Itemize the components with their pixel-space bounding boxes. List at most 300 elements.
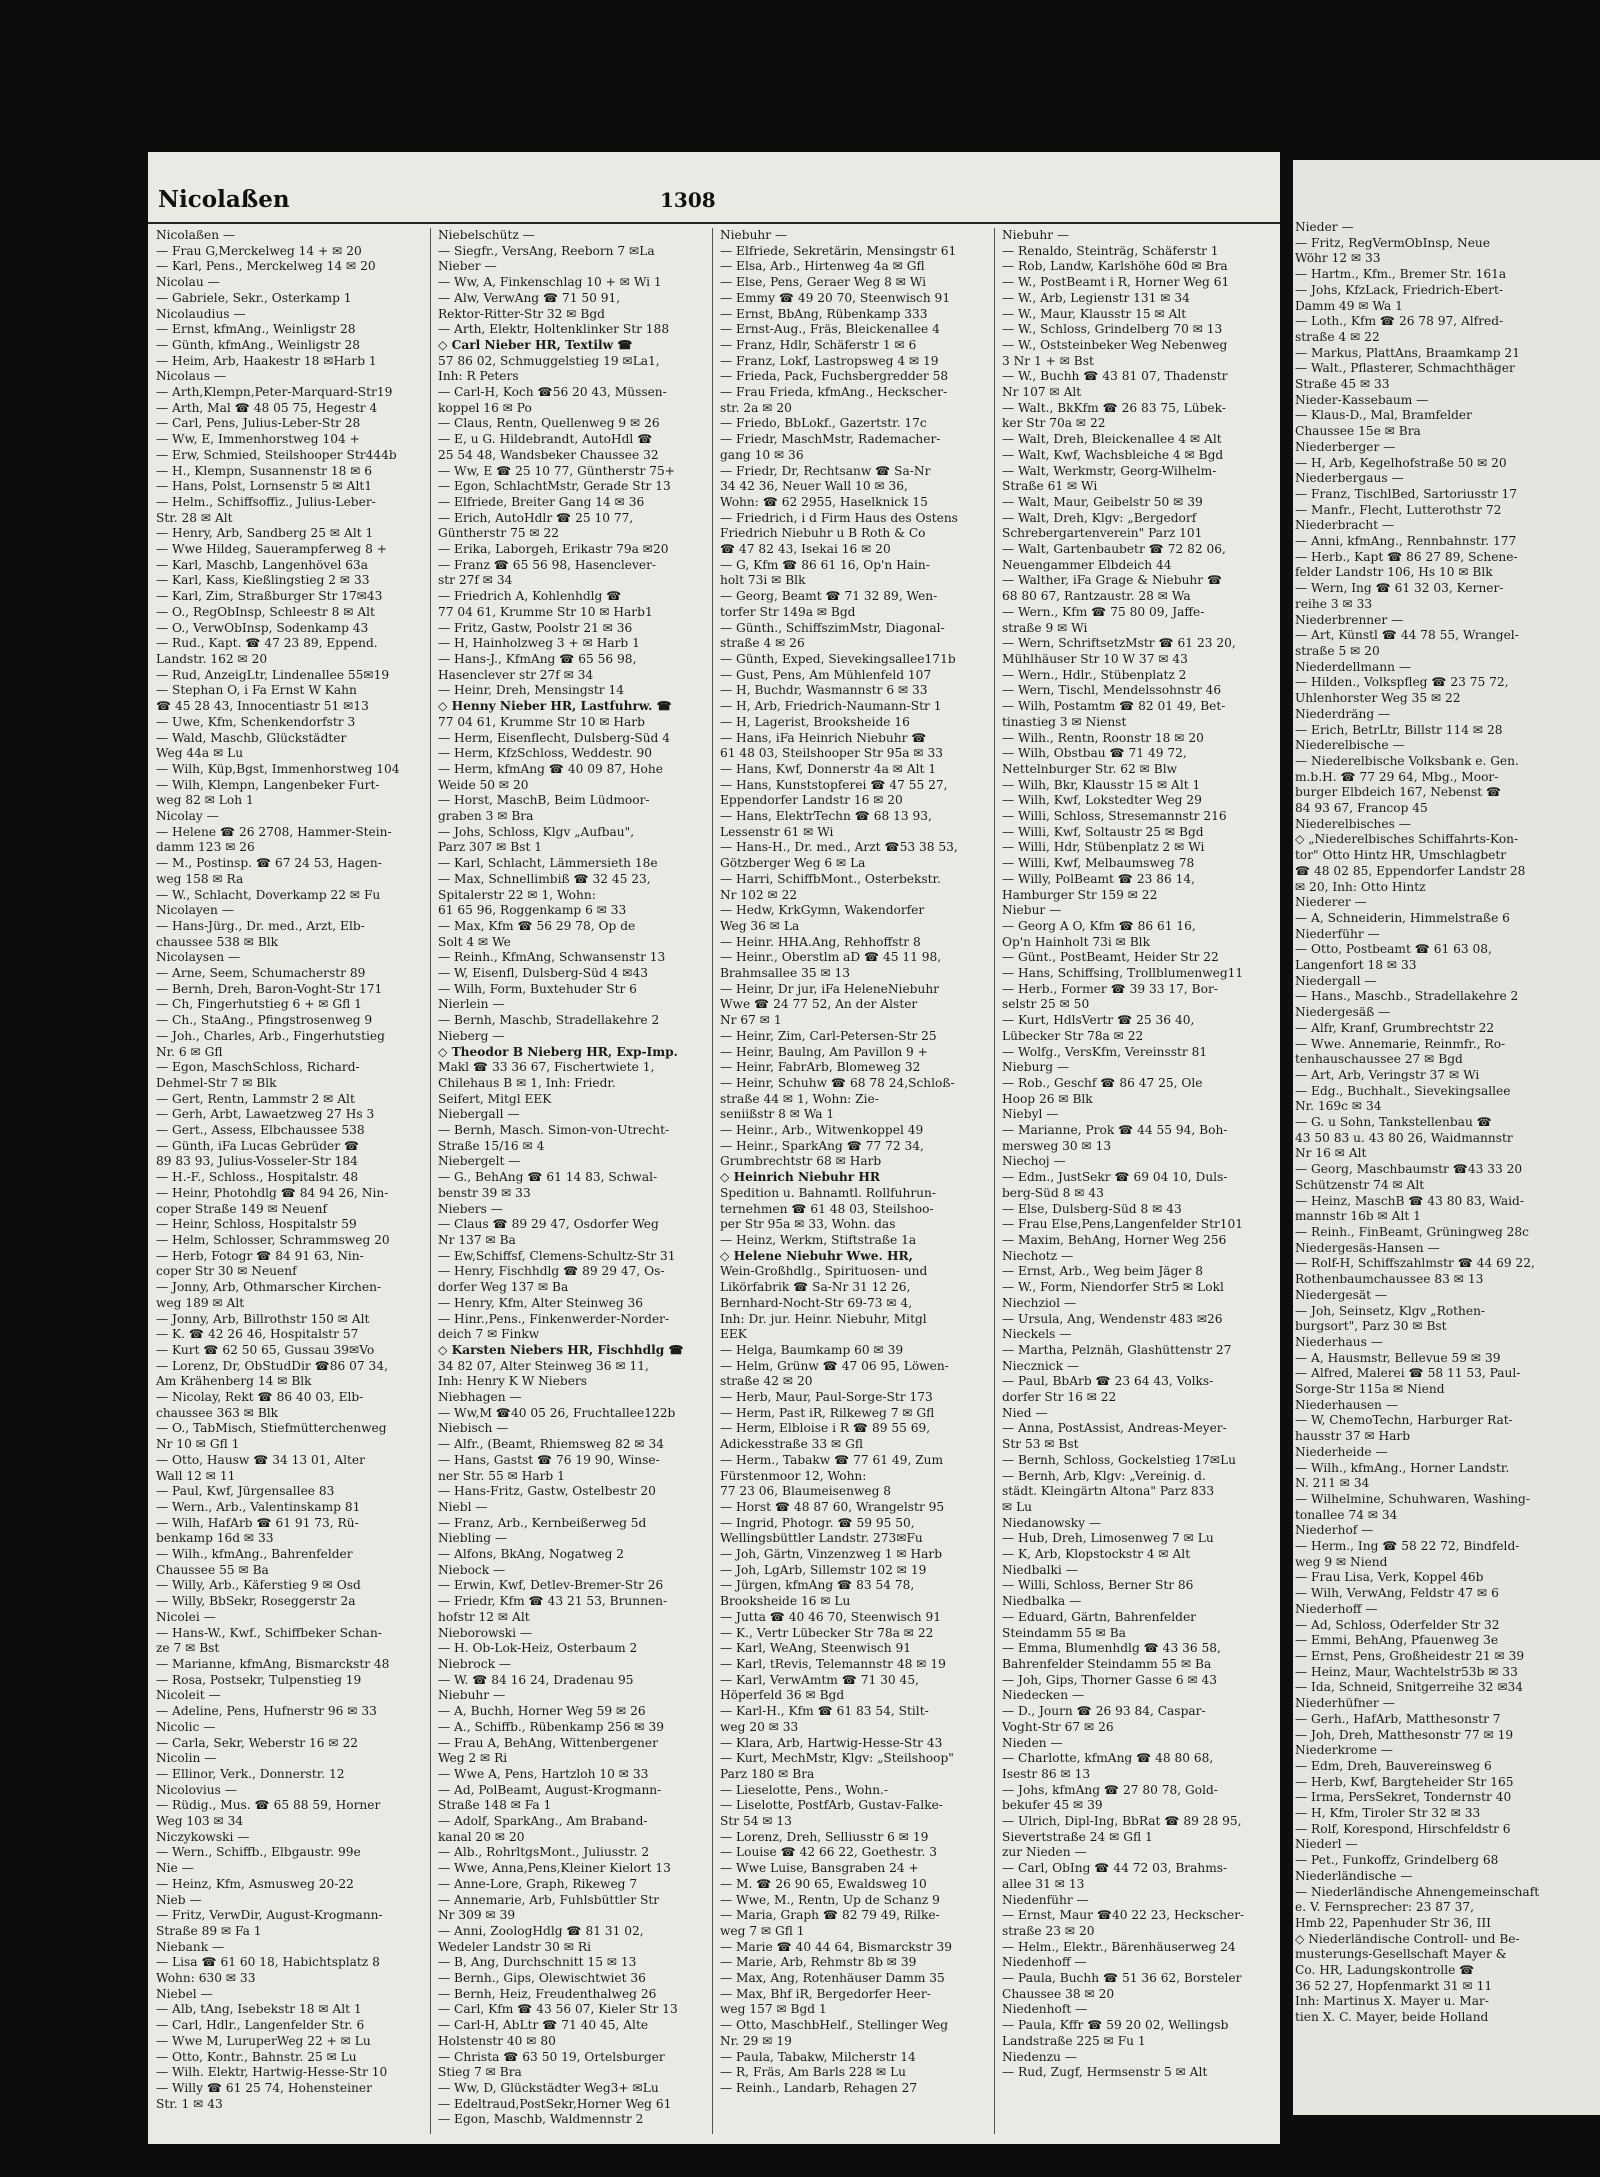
directory-entry: — G, Kfm ☎ 86 61 16, Op'n Hain- <box>720 557 930 572</box>
directory-entry: — Friedo, BbLokf., Gazertstr. 17c <box>720 416 927 431</box>
directory-entry: — Ida, Schneid, Snitgerreihe 32 ✉34 <box>1295 1680 1524 1695</box>
directory-entry: — Lorenz, Dreh, Selliusstr 6 ✉ 19 <box>720 1829 929 1844</box>
directory-entry: — Claus ☎ 89 29 47, Osdorfer Weg <box>438 1217 659 1232</box>
directory-entry: — H, Arb, Kegelhofstraße 50 ✉ 20 <box>1295 455 1507 470</box>
directory-entry: — Anni, kfmAng., Rennbahnstr. 177 <box>1295 534 1517 549</box>
directory-entry: — Hans, Schiffsing, Trollblumenweg11 <box>1002 966 1244 981</box>
directory-entry: straße 23 ✉ 20 <box>1002 1923 1095 1938</box>
directory-entry: EEK <box>720 1327 747 1342</box>
directory-entry: — Arne, Seem, Schumacherstr 89 <box>156 966 366 981</box>
directory-entry: — Bernh, Arb, Klgv: „Vereinig. d. <box>1002 1468 1206 1483</box>
directory-entry: — Otto, MaschbHelf., Stellinger Weg <box>720 2018 949 2033</box>
directory-entry: ner Str. 55 ✉ Harb 1 <box>438 1468 565 1483</box>
directory-entry: — Ad, Schloss, Oderfelder Str 32 <box>1295 1617 1500 1632</box>
directory-entry: 89 83 93, Julius-Vosseler-Str 184 <box>156 1154 358 1169</box>
directory-entry: Uhlenhorster Weg 35 ✉ 22 <box>1295 691 1461 706</box>
directory-entry: — Frau Frieda, kfmAng., Heckscher- <box>720 385 948 400</box>
directory-entry: — Erwin, Kwf, Detlev-Bremer-Str 26 <box>438 1578 664 1593</box>
directory-entry: — Georg, Maschbaumstr ☎43 33 20 <box>1295 1162 1523 1177</box>
directory-entry: — Uwe, Kfm, Schenkendorfstr 3 <box>156 714 356 729</box>
directory-entry: ✉ Lu <box>1002 1499 1033 1514</box>
directory-entry: — Rüdig., Mus. ☎ 65 88 59, Horner <box>156 1798 381 1813</box>
directory-entry: — Hans-Jürg., Dr. med., Arzt, Elb- <box>156 918 365 933</box>
directory-entry: Götzberger Weg 6 ✉ La <box>720 856 866 871</box>
directory-entry: — Wilh, Klempn, Langenbeker Furt- <box>156 777 380 792</box>
directory-entry: — Wern., Arb., Valentinskamp 81 <box>156 1499 361 1514</box>
directory-entry: Str. 28 ✉ Alt <box>156 510 233 525</box>
directory-entry: — Irma, PersSekret, Tondernstr 40 <box>1295 1790 1512 1805</box>
directory-entry: m.b.H. ☎ 77 29 64, Mbg., Moor- <box>1295 769 1499 784</box>
directory-entry: — Ww, E, Immenhorstweg 104 + <box>156 432 360 447</box>
directory-entry: — H.-F., Schloss., Hospitalstr. 48 <box>156 1170 359 1185</box>
directory-entry: — Martha, Pelznäh, Glashüttenstr 27 <box>1002 1342 1232 1357</box>
directory-entry: — Wwe Hildeg, Sauerampferweg 8 + <box>156 542 387 557</box>
directory-entry: 77 04 61, Krumme Str 10 ✉ Harb1 <box>438 604 653 619</box>
surname-heading: Niebrock — <box>438 1656 512 1671</box>
directory-entry: — Wern., Hdlr., Stübenplatz 2 <box>1002 667 1187 682</box>
surname-heading: Niebelschütz — <box>438 228 535 242</box>
directory-entry: burger Elbdeich 167, Nebenst ☎ <box>1295 785 1502 800</box>
directory-entry: — Klaus-D., Mal, Bramfelder <box>1295 408 1472 423</box>
directory-entry: — Loth., Kfm ☎ 26 78 97, Alfred- <box>1295 314 1504 329</box>
surname-heading: Niederdräng — <box>1295 706 1391 721</box>
directory-entry: — Erika, Laborgeh, Erikastr 79a ✉20 <box>438 542 669 557</box>
directory-entry: — W., Maur, Klausstr 15 ✉ Alt <box>1002 306 1187 321</box>
directory-entry: mersweg 30 ✉ 13 <box>1002 1138 1112 1153</box>
directory-entry: — Hans-H., Dr. med., Arzt ☎53 38 53, <box>720 840 958 855</box>
directory-entry: straße 4 ✉ 26 <box>720 636 805 651</box>
directory-entry: — Jürgen, kfmAng ☎ 83 54 78, <box>720 1578 915 1593</box>
directory-entry: — Manfr., Flecht, Lutterothstr 72 <box>1295 502 1502 517</box>
directory-entry: — Heinr, FabrArb, Blomeweg 32 <box>720 1060 921 1075</box>
directory-entry: ✉ 20, Inh: Otto Hintz <box>1295 879 1426 894</box>
surname-heading: Nicolaudius — <box>156 306 246 321</box>
directory-entry: — Franz, Lokf, Lastropsweg 4 ✉ 19 <box>720 353 939 368</box>
directory-entry: — H, Buchdr, Wasmannstr 6 ✉ 33 <box>720 683 928 698</box>
directory-entry: Nr 107 ✉ Alt <box>1002 385 1082 400</box>
directory-entry: — Herm, kfmAng ☎ 40 09 87, Hohe <box>438 761 663 776</box>
directory-entry: — Marianne, Prok ☎ 44 55 94, Boh- <box>1002 1123 1228 1138</box>
directory-entry: tinastieg 3 ✉ Nienst <box>1002 714 1127 729</box>
surname-heading: Niechziol — <box>1002 1295 1077 1310</box>
directory-entry: Brooksheide 16 ✉ Lu <box>720 1594 851 1609</box>
directory-entry: — Marianne, kfmAng, Bismarckstr 48 <box>156 1656 390 1671</box>
directory-entry: — Otto, Hausw ☎ 34 13 01, Alter <box>156 1452 365 1467</box>
directory-entry: — Charlotte, kfmAng ☎ 48 80 68, <box>1002 1751 1214 1766</box>
surname-heading: Niechoj — <box>1002 1154 1066 1169</box>
directory-entry: — Hilden., Volkspfleg ☎ 23 75 72, <box>1295 675 1509 690</box>
directory-entry: — H. Ob-Lok-Heiz, Osterbaum 2 <box>438 1641 638 1656</box>
directory-entry: Nr. 29 ✉ 19 <box>720 2033 792 2048</box>
directory-entry: 61 48 03, Steilshooper Str 95a ✉ 33 <box>720 746 943 761</box>
directory-entry: Chaussee 38 ✉ 20 <box>1002 1986 1115 2001</box>
directory-entry: — Fritz, Gastw, Poolstr 21 ✉ 36 <box>438 620 633 635</box>
directory-entry: — Ingrid, Photogr. ☎ 59 95 50, <box>720 1515 915 1530</box>
directory-entry: damm 123 ✉ 26 <box>156 840 255 855</box>
directory-entry: — Horst, MaschB, Beim Lüdmoor- <box>438 793 650 808</box>
surname-heading: Niedenführ — <box>1002 1892 1089 1907</box>
surname-heading: Niederführ — <box>1295 926 1380 941</box>
directory-entry: städt. Kleingärtn Altona" Parz 833 <box>1002 1484 1215 1499</box>
directory-entry: ☎ 47 82 43, Isekai 16 ✉ 20 <box>720 542 891 557</box>
directory-entry: — Walt, Dreh, Klgv: „Bergedorf <box>1002 510 1197 525</box>
surname-heading: Niederkrome — <box>1295 1743 1393 1758</box>
directory-entry: — Ernst-Aug., Fräs, Bleickenallee 4 <box>720 322 940 337</box>
directory-entry: — Reinh., KfmAng, Schwansenstr 13 <box>438 950 666 965</box>
directory-entry: 3 Nr 1 + ✉ Bst <box>1002 353 1094 368</box>
directory-entry: Straße 148 ✉ Fa 1 <box>438 1798 552 1813</box>
directory-entry: — W. ☎ 84 16 24, Dradenau 95 <box>438 1672 634 1687</box>
directory-entry: — Edeltraud,PostSekr,Horner Weg 61 <box>438 2096 672 2111</box>
directory-entry: — Louise ☎ 42 66 22, Goethestr. 3 <box>720 1845 938 1860</box>
directory-entry: — Ellinor, Verk., Donnerstr. 12 <box>156 1766 345 1781</box>
directory-entry: — Anna, PostAssist, Andreas-Meyer- <box>1002 1421 1227 1436</box>
directory-entry: — Heinr, Baulng, Am Pavillon 9 + <box>720 1044 928 1059</box>
surname-heading: Niebergall — <box>438 1107 520 1122</box>
surname-heading: Nicolic — <box>156 1719 216 1734</box>
directory-entry: — Edm, Dreh, Bauvereinsweg 6 <box>1295 1758 1492 1773</box>
directory-entry: — Horst ☎ 48 87 60, Wrangelstr 95 <box>720 1499 945 1514</box>
directory-entry: Nr. 169c ✉ 34 <box>1295 1099 1382 1114</box>
directory-entry: — Heinr., Arb., Witwenkoppel 49 <box>720 1123 924 1138</box>
directory-entry: — Reinh., FinBeamt, Grüningweg 28c <box>1295 1225 1529 1239</box>
directory-entry: N. 211 ✉ 34 <box>1295 1476 1370 1491</box>
directory-entry: seniißstr 8 ✉ Wa 1 <box>720 1107 835 1122</box>
surname-heading: Nieckels — <box>1002 1327 1072 1342</box>
directory-entry: ze 7 ✉ Bst <box>156 1641 220 1656</box>
directory-entry: — Wwe M, LuruperWeg 22 + ✉ Lu <box>156 2033 371 2048</box>
directory-entry: — Ad, PolBeamt, August-Krogmann- <box>438 1782 662 1797</box>
directory-entry: Solt 4 ✉ We <box>438 934 511 949</box>
directory-entry: — Wilhelmine, Schuhwaren, Washing- <box>1295 1491 1530 1506</box>
directory-entry: Lessenstr 61 ✉ Wi <box>720 824 834 839</box>
directory-entry: Nr 309 ✉ 39 <box>438 1908 516 1923</box>
directory-entry: deich 7 ✉ Finkw <box>438 1327 540 1342</box>
directory-entry: ◇ Heinrich Niebuhr HR <box>720 1170 881 1185</box>
directory-entry: — Ernst, Maur ☎40 22 23, Heckscher- <box>1002 1908 1245 1923</box>
directory-entry: — Willi, Kwf, Soltaustr 25 ✉ Bgd <box>1002 824 1204 839</box>
surname-heading: Nieder-Kassebaum — <box>1295 392 1429 407</box>
directory-entry: — Wald, Maschb, Glückstädter <box>156 730 347 745</box>
directory-entry: chaussee 363 ✉ Blk <box>156 1405 279 1420</box>
directory-entry: — Henry, Arb, Sandberg 25 ✉ Alt 1 <box>156 526 374 541</box>
directory-entry: str. 2a ✉ 20 <box>720 400 792 415</box>
directory-entry: Nr 16 ✉ Alt <box>1295 1146 1367 1161</box>
surname-heading: Nicolaus — <box>156 369 227 384</box>
directory-entry: — Gabriele, Sekr., Osterkamp 1 <box>156 290 352 305</box>
directory-entry: koppel 16 ✉ Po <box>438 400 532 415</box>
directory-entry: mannstr 16b ✉ Alt 1 <box>1295 1209 1421 1224</box>
directory-entry: — Ch, Fingerhutstieg 6 + ✉ Gfl 1 <box>156 997 362 1012</box>
directory-entry: — Wern., Kfm ☎ 75 80 09, Jaffe- <box>1002 604 1205 619</box>
directory-entry: — Heinr., Oberstlm aD ☎ 45 11 98, <box>720 950 942 965</box>
surname-heading: Nicolay — <box>156 809 219 824</box>
directory-entry: 57 86 02, Schmuggelstieg 19 ✉La1, <box>438 353 660 368</box>
directory-entry: — Max, Schnellimbiß ☎ 32 45 23, <box>438 871 651 886</box>
directory-entry: — K, Arb, Klopstockstr 4 ✉ Alt <box>1002 1547 1191 1562</box>
directory-entry: — Friedr, Dr, Rechtsanw ☎ Sa-Nr <box>720 463 931 478</box>
directory-entry: — Maxim, BehAng, Horner Weg 256 <box>1002 1233 1227 1247</box>
directory-entry: Landstr. 162 ✉ 20 <box>156 651 268 666</box>
surname-heading: Nie — <box>156 1861 194 1876</box>
directory-entry: — Hans, Kunststopferei ☎ 47 55 27, <box>720 777 948 792</box>
directory-entry: dorfer Weg 137 ✉ Ba <box>438 1280 569 1295</box>
directory-entry: — Karl, Schlacht, Lämmersieth 18e <box>438 856 658 871</box>
directory-entry: Chaussee 55 ✉ Ba <box>156 1562 269 1577</box>
surname-heading: Niederdellmann — <box>1295 659 1412 674</box>
directory-entry: — Joh, Gips, Thorner Gasse 6 ✉ 43 <box>1002 1672 1218 1687</box>
column-4 <box>1002 228 1274 2144</box>
surname-heading: Niedergesäß — <box>1295 1005 1391 1020</box>
directory-entry: — Wwe. Annemarie, Reinmfr., Ro- <box>1295 1036 1506 1051</box>
directory-entry: — Helm, Grünw ☎ 47 06 95, Löwen- <box>720 1358 949 1373</box>
directory-entry: — Ernst, Pens, Großheidestr 21 ✉ 39 <box>1295 1648 1525 1663</box>
directory-entry: — Alfr, Kranf, Grumbrechtstr 22 <box>1295 1020 1495 1035</box>
directory-entry: — Herm, Eisenflecht, Dulsberg-Süd 4 <box>438 730 670 745</box>
directory-entry: — Hans, Gastst ☎ 76 19 90, Winse- <box>438 1452 660 1467</box>
directory-entry: — Heinr., SparkAng ☎ 77 72 34, <box>720 1138 924 1153</box>
directory-entry: Co. HR, Ladungskontrolle ☎ <box>1295 1963 1475 1978</box>
directory-entry: — Anni, ZoologHdlg ☎ 81 31 02, <box>438 1923 644 1938</box>
directory-entry: — Walt, Werkmstr, Georg-Wilhelm- <box>1002 463 1217 478</box>
directory-entry: — Edm., JustSekr ☎ 69 04 10, Duls- <box>1002 1170 1228 1185</box>
directory-entry: — R, Fräs, Am Barls 228 ✉ Lu <box>720 2065 907 2080</box>
directory-entry: Op'n Hainholt 73i ✉ Blk <box>1002 934 1150 949</box>
directory-entry: — Alfons, BkAng, Nogatweg 2 <box>438 1547 625 1562</box>
directory-entry: — Arth, Elektr, Holtenklinker Str 188 <box>438 322 670 337</box>
directory-entry: str 27f ✉ 34 <box>438 573 513 588</box>
directory-entry: 84 93 67, Francop 45 <box>1295 801 1428 816</box>
surname-heading: Niebyl — <box>1002 1107 1059 1122</box>
directory-entry: — Annemarie, Arb, Fuhlsbüttler Str <box>438 1892 660 1907</box>
directory-entry: — Kurt, HdlsVertr ☎ 25 36 40, <box>1002 1013 1195 1028</box>
directory-entry: — Rob, Landw, Karlshöhe 60d ✉ Bra <box>1002 259 1228 274</box>
directory-entry: — Elfriede, Breiter Gang 14 ✉ 36 <box>438 494 645 509</box>
directory-entry: — Günt., PostBeamt, Heider Str 22 <box>1002 950 1219 965</box>
surname-heading: Niebers — <box>438 1201 503 1216</box>
directory-entry: Wedeler Landstr 30 ✉ Ri <box>438 1939 591 1954</box>
surname-heading: Niecznick — <box>1002 1358 1080 1373</box>
directory-entry: — Willy ☎ 61 25 74, Hohensteiner <box>156 2080 372 2095</box>
directory-entry: ◇ Niederländische Controll- und Be- <box>1295 1931 1520 1946</box>
column-2 <box>438 228 706 2144</box>
directory-entry: — W., Buchh ☎ 43 81 07, Thadenstr <box>1002 369 1228 384</box>
directory-entry: — Bernh, Maschb, Stradellakehre 2 <box>438 1013 660 1028</box>
directory-entry: — Ww, E ☎ 25 10 77, Güntherstr 75+ <box>438 463 675 478</box>
directory-entry: — Herm, Elbloise i R ☎ 89 55 69, <box>720 1421 931 1436</box>
directory-entry: — O., TabMisch, Stiefmütterchenweg <box>156 1421 387 1436</box>
directory-entry: Nr 102 ✉ 22 <box>720 887 798 902</box>
directory-entry: — Herb, Fotogr ☎ 84 91 63, Nin- <box>156 1248 364 1263</box>
page-title: Nicolaßen <box>158 186 290 213</box>
directory-entry: — Paul, BbArb ☎ 23 64 43, Volks- <box>1002 1374 1214 1389</box>
surname-heading: Nicolaßen — <box>156 228 236 242</box>
directory-entry: Holstenstr 40 ✉ 80 <box>438 2033 556 2048</box>
directory-entry: Lübecker Str 78a ✉ 22 <box>1002 1028 1144 1043</box>
directory-entry: ◇ Carl Nieber HR, Textilw ☎ <box>438 337 633 352</box>
directory-entry: — Heim, Arb, Haakestr 18 ✉Harb 1 <box>156 353 377 368</box>
surname-heading: Niederberger — <box>1295 439 1396 454</box>
directory-entry: — Georg A O, Kfm ☎ 86 61 16, <box>1002 918 1196 933</box>
directory-entry: — Marie ☎ 40 44 64, Bismarckstr 39 <box>720 1939 953 1954</box>
directory-entry: — Erich, AutoHdlr ☎ 25 10 77, <box>438 510 634 525</box>
directory-entry: Str. 1 ✉ 43 <box>156 2096 223 2111</box>
directory-entry: Wellingsbüttler Landstr. 273✉Fu <box>720 1531 923 1546</box>
directory-entry: — Emmy ☎ 49 20 70, Steenwisch 91 <box>720 290 951 305</box>
directory-entry: — Alb., RohrltgsMont., Juliusstr. 2 <box>438 1845 650 1860</box>
directory-entry: tenhauschaussee 27 ✉ Bgd <box>1295 1052 1463 1067</box>
directory-entry: graben 3 ✉ Bra <box>438 809 534 824</box>
directory-entry: 77 23 06, Blaumeisenweg 8 <box>720 1484 892 1499</box>
directory-entry: — Adolf, SparkAng., Am Braband- <box>438 1814 648 1829</box>
surname-heading: Niebhagen — <box>438 1390 522 1405</box>
column-divider <box>712 228 713 2134</box>
surname-heading: Niederbracht — <box>1295 518 1395 533</box>
directory-entry: — Else, Dulsberg-Süd 8 ✉ 43 <box>1002 1201 1182 1216</box>
directory-entry: — Niederländische Ahnengemeinschaft <box>1295 1884 1540 1899</box>
directory-entry: — Adeline, Pens, Hufnerstr 96 ✉ 33 <box>156 1704 377 1719</box>
directory-entry: — W., Schlacht, Doverkamp 22 ✉ Fu <box>156 887 381 902</box>
surname-heading: Niederhausen — <box>1295 1397 1398 1412</box>
directory-entry: — Rud, Zugf, Hermsenstr 5 ✉ Alt <box>1002 2065 1208 2080</box>
directory-entry: Hamburger Str 159 ✉ 22 <box>1002 887 1158 902</box>
directory-entry: — Gert, Rentn, Lammstr 2 ✉ Alt <box>156 1091 355 1106</box>
directory-entry: — Hans., Maschb., Stradellakehre 2 <box>1295 989 1519 1004</box>
directory-entry: — Herb, Maur, Paul-Sorge-Str 173 <box>720 1390 933 1405</box>
surname-heading: Nied — <box>1002 1405 1048 1420</box>
directory-entry: — G., BehAng ☎ 61 14 83, Schwal- <box>438 1170 658 1185</box>
directory-entry: — Heinr, Photohdlg ☎ 84 94 26, Nin- <box>156 1185 389 1200</box>
surname-heading: zur Nieden — <box>1002 1845 1087 1860</box>
directory-entry: — Wilh. Elektr, Hartwig-Hesse-Str 10 <box>156 2065 388 2080</box>
directory-entry: tor" Otto Hintz HR, Umschlagbetr <box>1295 848 1507 863</box>
right-page-column <box>1293 220 1593 2115</box>
surname-heading: Niederl — <box>1295 1837 1358 1852</box>
directory-entry: e. V. Fernsprecher: 23 87 37, <box>1295 1900 1474 1915</box>
directory-entry: bekufer 45 ✉ 39 <box>1002 1798 1103 1813</box>
directory-entry: — Karl, WeAng, Steenwisch 91 <box>720 1641 912 1656</box>
surname-heading: Niederhaus — <box>1295 1334 1383 1349</box>
surname-heading: Niedenhoft — <box>1002 2002 1088 2017</box>
directory-entry: — Liselotte, PostfArb, Gustav-Falke- <box>720 1798 943 1813</box>
directory-entry: hofstr 12 ✉ Alt <box>438 1609 530 1624</box>
directory-entry: — Wilh, Küp,Bgst, Immenhorstweg 104 <box>156 761 400 776</box>
directory-entry: weg 189 ✉ Alt <box>156 1295 245 1310</box>
directory-entry: — Willy, Arb., Käferstieg 9 ✉ Osd <box>156 1578 361 1593</box>
directory-entry: kanal 20 ✉ 20 <box>438 1829 525 1844</box>
directory-entry: — Art, Arb, Veringstr 37 ✉ Wi <box>1295 1067 1480 1082</box>
directory-entry: — Paul, Kwf, Jürgensallee 83 <box>156 1484 335 1499</box>
directory-entry: — Wern., Schiffb., Elbgaustr. 99e <box>156 1845 361 1860</box>
directory-entry: Grumbrechtstr 68 ✉ Harb <box>720 1154 882 1169</box>
directory-entry: Wwe ☎ 24 77 52, An der Alster <box>720 997 918 1012</box>
directory-entry: — Carl-H, AbLtr ☎ 71 40 45, Alte <box>438 2018 649 2033</box>
directory-entry: — Kurt ☎ 62 50 65, Gussau 39✉Vo <box>156 1342 375 1357</box>
directory-entry: — Elfriede, Sekretärin, Mensingstr 61 <box>720 243 957 258</box>
directory-entry: — Walt., Pflasterer, Schmachthäger <box>1295 361 1515 376</box>
directory-entry: Schrebergartenverein" Parz 101 <box>1002 526 1203 541</box>
directory-entry: — Max, Bhf iR, Bergedorfer Heer- <box>720 1986 931 2001</box>
directory-entry: — Max, Ang, Rotenhäuser Damm 35 <box>720 1971 945 1986</box>
directory-entry: — Herb., Kapt ☎ 86 27 89, Schene- <box>1295 549 1518 564</box>
directory-entry: — Carla, Sekr, Weberstr 16 ✉ 22 <box>156 1735 358 1750</box>
directory-entry: — Bernh, Dreh, Baron-Voght-Str 171 <box>156 981 383 996</box>
directory-entry: Neuengammer Elbdeich 44 <box>1002 557 1172 572</box>
directory-entry: — Walt, Dreh, Bleickenallee 4 ✉ Alt <box>1002 432 1222 447</box>
directory-entry: ☎ 45 28 43, Innocentiastr 51 ✉13 <box>156 699 369 714</box>
directory-entry: — Eduard, Gärtn, Bahrenfelder <box>1002 1609 1196 1624</box>
directory-entry: Bahrenfelder Steindamm 55 ✉ Ba <box>1002 1656 1212 1671</box>
surname-heading: Nicolaysen — <box>156 950 241 965</box>
directory-entry: — Günth, kfmAng., Weinligstr 28 <box>156 337 360 352</box>
surname-heading: Niechotz — <box>1002 1248 1074 1263</box>
directory-entry: dorfer Str 16 ✉ 22 <box>1002 1390 1117 1405</box>
directory-entry: — Carl, Hdlr., Langenfelder Str. 6 <box>156 2018 365 2033</box>
directory-entry: — Johs, kfmAng ☎ 27 80 78, Gold- <box>1002 1782 1218 1797</box>
surname-heading: Nicolovius — <box>156 1782 237 1797</box>
directory-entry: Wein-Großhdlg., Spirituosen- und <box>720 1264 928 1279</box>
directory-entry: — W., PostBeamt i R, Horner Weg 61 <box>1002 275 1230 290</box>
directory-entry: — Bernh, Masch. Simon-von-Utrecht- <box>438 1123 670 1138</box>
directory-entry: Wall 12 ✉ 11 <box>156 1468 236 1483</box>
directory-entry: — Hans, Kwf, Donnerstr 4a ✉ Alt 1 <box>720 761 937 776</box>
directory-entry: — Ww,M ☎40 05 26, Fruchtallee122b <box>438 1405 676 1420</box>
directory-entry: — Franz, TischlBed, Sartoriusstr 17 <box>1295 486 1518 501</box>
directory-entry: — Walt, Maur, Geibelstr 50 ✉ 39 <box>1002 494 1203 509</box>
directory-entry: straße 44 ✉ 1, Wohn: Zie- <box>720 1091 879 1106</box>
directory-entry: — Wilh, HafArb ☎ 61 91 73, Rü- <box>156 1515 359 1530</box>
directory-entry: Höperfeld 36 ✉ Bgd <box>720 1688 845 1703</box>
directory-entry: selstr 25 ✉ 50 <box>1002 997 1090 1012</box>
directory-entry: Eppendorfer Landstr 16 ✉ 20 <box>720 793 903 808</box>
directory-entry: — Niederelbische Volksbank e. Gen. <box>1295 753 1519 768</box>
directory-entry: — Rolf, Korespond, Hirschfeldstr 6 <box>1295 1821 1511 1836</box>
directory-entry: Straße 15/16 ✉ 4 <box>438 1138 545 1153</box>
directory-entry: — Markus, PlattAns, Braamkamp 21 <box>1295 345 1520 360</box>
directory-entry: — Karl, VerwAmtm ☎ 71 30 45, <box>720 1672 919 1687</box>
directory-entry: Bernhard-Nocht-Str 69-73 ✉ 4, <box>720 1295 913 1310</box>
directory-entry: tonallee 74 ✉ 34 <box>1295 1507 1398 1522</box>
directory-entry: Spitalerstr 22 ✉ 1, Wohn: <box>438 887 596 902</box>
directory-entry: — K. ☎ 42 26 46, Hospitalstr 57 <box>156 1327 359 1342</box>
directory-entry: Sorge-Str 115a ✉ Niend <box>1295 1382 1445 1397</box>
directory-entry: — M., Postinsp. ☎ 67 24 53, Hagen- <box>156 856 382 871</box>
directory-entry: — Heinr, Dreh, Mensingstr 14 <box>438 683 624 698</box>
directory-entry: — Wern, Tischl, Mendelssohnstr 46 <box>1002 683 1222 698</box>
directory-entry: Seifert, Mitgl EEK <box>438 1091 552 1106</box>
directory-entry: Inh: Martinus X. Mayer u. Mar- <box>1295 1994 1489 2009</box>
directory-entry: weg 20 ✉ 33 <box>720 1719 799 1734</box>
directory-entry: ☎ 48 02 85, Eppendorfer Landstr 28 <box>1295 863 1526 878</box>
directory-entry: — Paula, Buchh ☎ 51 36 62, Borsteler <box>1002 1971 1242 1986</box>
directory-entry: Hmb 22, Papenhuder Str 36, III <box>1295 1915 1491 1930</box>
directory-entry: — Heinr, Zim, Carl-Petersen-Str 25 <box>720 1028 937 1043</box>
surname-heading: Niebock — <box>438 1562 506 1577</box>
directory-entry: — Helene ☎ 26 2708, Hammer-Stein- <box>156 824 392 839</box>
directory-entry: — Friedrich, i d Firm Haus des Ostens <box>720 510 958 525</box>
directory-entry: Weg 44a ✉ Lu <box>156 746 244 761</box>
directory-entry: Schützenstr 74 ✉ Alt <box>1295 1177 1425 1192</box>
column-divider <box>430 228 431 2134</box>
surname-heading: Nieburg — <box>1002 1060 1070 1075</box>
directory-entry: — Wern, SchriftsetzMstr ☎ 61 23 20, <box>1002 636 1236 651</box>
directory-entry: — Otto, Postbeamt ☎ 61 63 08, <box>1295 942 1492 957</box>
directory-entry: — Fritz, VerwDir, August-Krogmann- <box>156 1908 383 1923</box>
surname-heading: Nieder — <box>1295 220 1354 234</box>
directory-entry: holt 73i ✉ Blk <box>720 573 806 588</box>
directory-entry: — W., Form, Niendorfer Str5 ✉ Lokl <box>1002 1280 1224 1295</box>
directory-entry: Wohn: ☎ 62 2955, Haselknick 15 <box>720 494 928 509</box>
